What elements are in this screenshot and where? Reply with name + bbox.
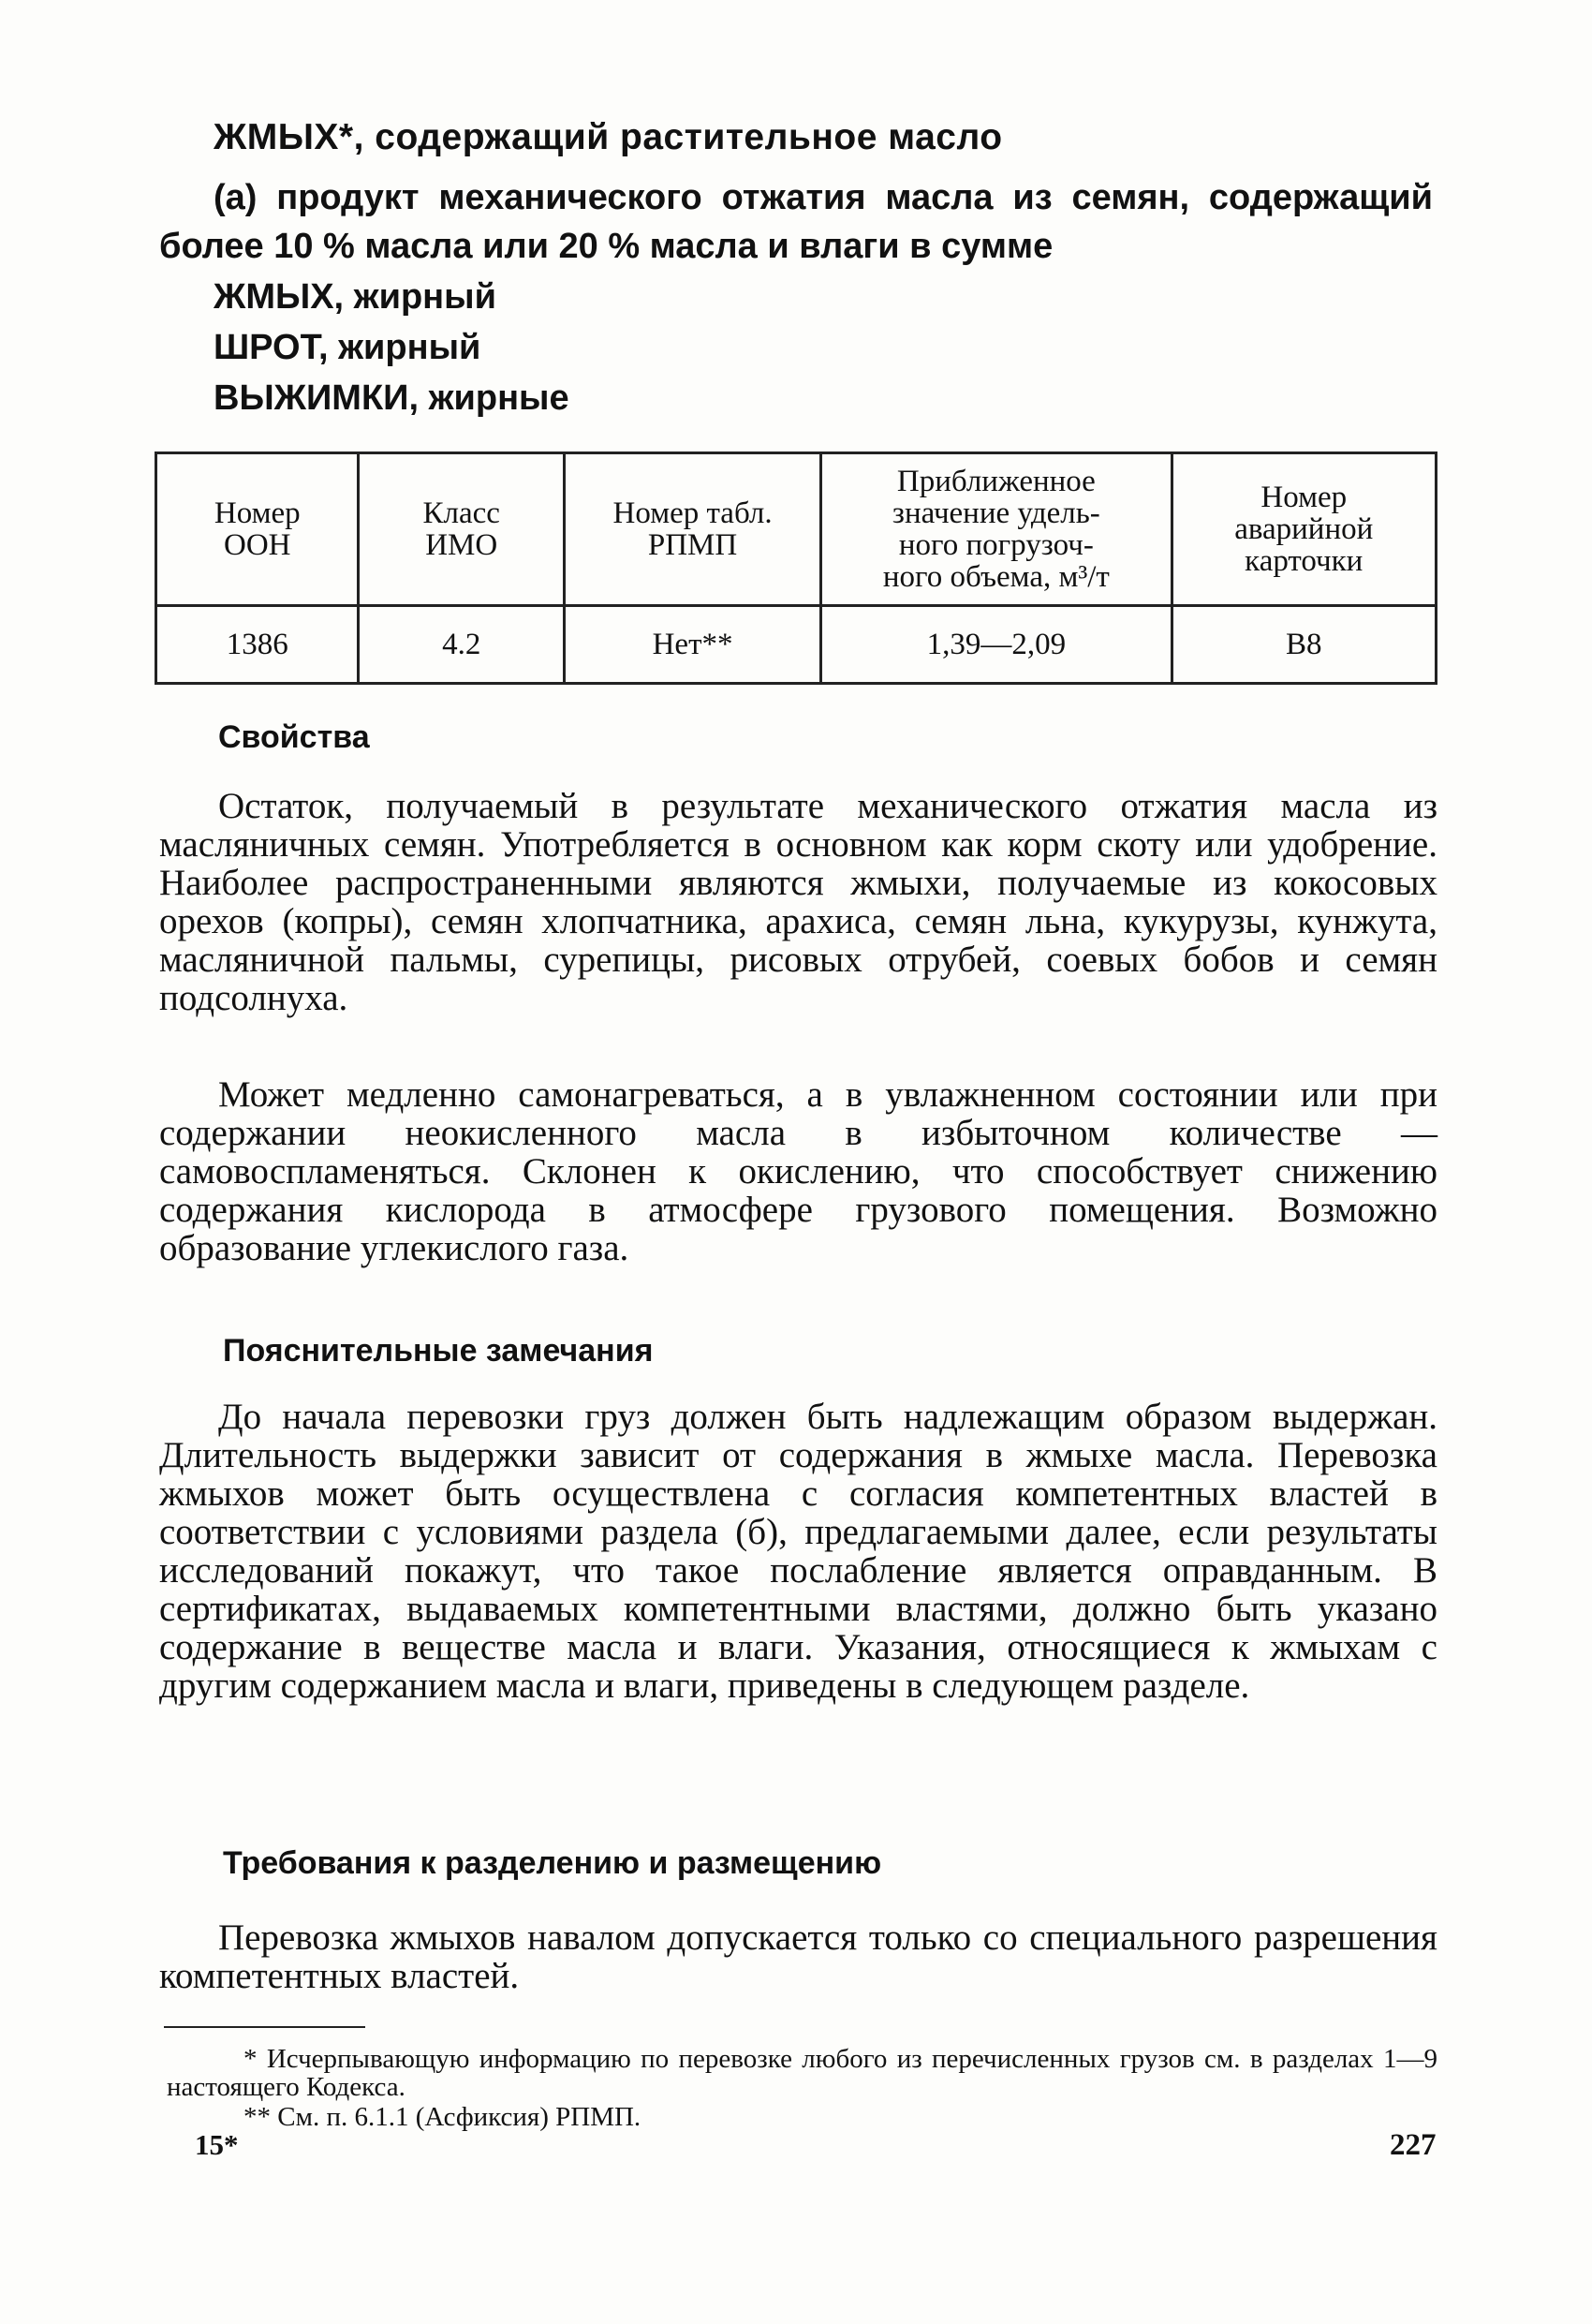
synonym-item: ЖМЫХ, жирный (214, 277, 496, 317)
section-heading-segregation: Требования к разделению и размещению (223, 1845, 882, 1881)
cell-stowage-factor: 1,39—2,09 (821, 606, 1172, 684)
header-stowage-factor: Приближенное значение удель- ного погрузоч- ного объема, м³/т (821, 453, 1172, 606)
header-un-number: Номер ООН (156, 453, 359, 606)
paragraph: Остаток, получаемый в результате механического отжатия масла из масляничных семян. Употребляется в основном как корм скоту или удобрение. Наиболее распространенными являются жмыхи, получаемые из кокосовых орехов (копры), семян хлопчатника, арахиса, семян льна, кукурузы, кунжута, масляничной пальмы, сурепицы, рисовых отрубей, соевых бобов и семян подсолнуха. (159, 786, 1437, 1018)
paragraph: До начала перевозки груз должен быть надлежащим образом выдержан. Длительность выдержки зависит от содержания в жмыхе масла. Перевозка жмыхов может быть осуществлена с согласия компетентных властей в соответствии с условиями раздела (б), предлагаемыми далее, если результаты исследований покажут, что такое послабление является оправданным. В сертификатах, выдаваемых компетентными властями, должно быть указано содержание в веществе масла и влаги. Указания, относящиеся к жмыхам с другим содержанием масла и влаги, приведены в следующем разделе. (159, 1397, 1437, 1706)
table-row (156, 606, 1437, 684)
cell-imo-class: 4.2 (359, 606, 564, 684)
section-heading-remarks: Пояснительные замечания (223, 1333, 654, 1369)
cell-emergency-card: В8 (1172, 606, 1436, 684)
table-header-row (156, 453, 1437, 606)
paragraph: Может медленно самонагреваться, а в увлажненном состоянии или при содержании неокисленного масла в избыточном количестве — самовоспламеняться. Склонен к окислению, что способствует снижению содержания кислорода в атмосфере грузового помещения. Возможно образование углекислого газа. (159, 1074, 1437, 1268)
header-table-number: Номер табл. РПМП (564, 453, 820, 606)
cell-un-number: 1386 (156, 606, 359, 684)
section-heading-properties: Свойства (218, 719, 370, 755)
cargo-info-table (155, 451, 1437, 685)
footnote: ** См. п. 6.1.1 (Асфиксия) РПМП. (243, 2102, 641, 2132)
page-number: 227 (1390, 2128, 1437, 2162)
footnote-divider (164, 2026, 365, 2028)
synonym-list (214, 272, 569, 423)
synonym-item: ШРОТ, жирный (214, 328, 481, 367)
synonym-item: ВЫЖИМКИ, жирные (214, 378, 569, 418)
header-emergency-card: Номер аварийной карточки (1172, 453, 1436, 606)
cell-table-number: Нет** (564, 606, 820, 684)
cargo-title: ЖМЫХ*, содержащий растительное масло (214, 117, 1003, 157)
cargo-subtitle: (а) продукт механического отжатия масла из семян, содержащий более 10 % масла или 20 % масла и влаги в сумме (159, 178, 1433, 266)
paragraph: Перевозка жмыхов навалом допускается только со специального разрешения компетентных властей. (159, 1917, 1437, 1996)
footnote: * Исчерпывающую информацию по перевозке любого из перечисленных грузов см. в разделах 1—9 настоящего Кодекса. (167, 2044, 1437, 2102)
header-imo-class: Класс ИМО (359, 453, 564, 606)
signature-mark: 15* (195, 2128, 239, 2161)
